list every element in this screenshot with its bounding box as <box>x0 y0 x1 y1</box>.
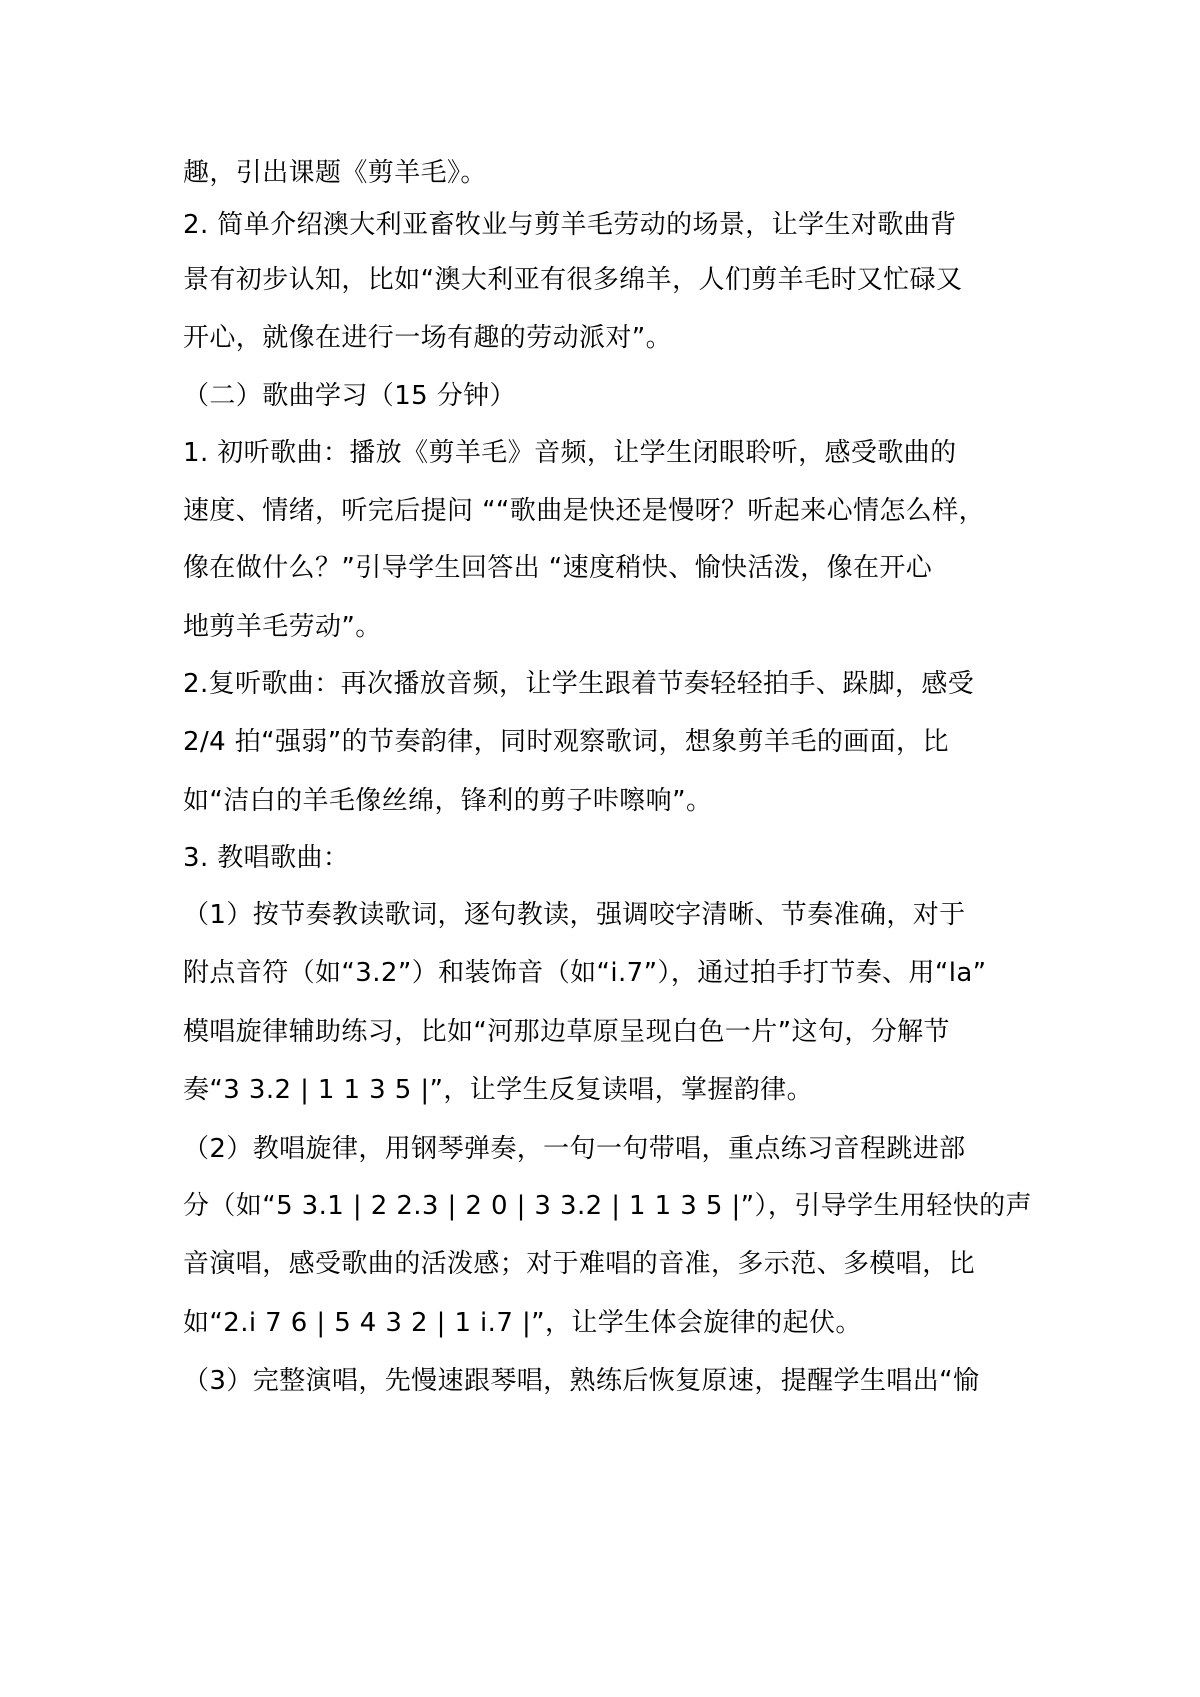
text-line: 趣，引出课题《剪羊毛》。 <box>183 158 487 188</box>
text-line: 3. 教唱歌曲： <box>183 843 350 873</box>
text-line: （1）按节奏教读歌词，逐句教读，强调咬字清晰、节奏准确，对于 <box>183 900 966 930</box>
text-line: 模唱旋律辅助练习，比如“河那边草原呈现白色一片”这句，分解节 <box>183 1017 950 1047</box>
text-line: 速度、情绪，听完后提问 ““歌曲是快还是慢呀？听起来心情怎么样， <box>183 496 986 526</box>
text-line: 奏“3 3.2 | 1 1 3 5 |”，让学生反复读唱，掌握韵律。 <box>183 1075 813 1105</box>
text-line: 附点音符（如“3.2”）和装饰音（如“i.7”），通过拍手打节奏、用“la” <box>183 958 987 988</box>
text-line: 开心，就像在进行一场有趣的劳动派对”。 <box>183 323 673 353</box>
text-line: （3）完整演唱，先慢速跟琴唱，熟练后恢复原速，提醒学生唱出“愉 <box>183 1366 980 1396</box>
text-line: 如“洁白的羊毛像丝绵，锋利的剪子咔嚓响”。 <box>183 786 713 816</box>
text-line: 地剪羊毛劳动”。 <box>183 612 382 642</box>
section-heading: （二）歌曲学习（15 分钟） <box>183 381 516 411</box>
text-line: 2.复听歌曲：再次播放音频，让学生跟着节奏轻轻拍手、跺脚，感受 <box>183 669 975 699</box>
text-line: 2/4 拍“强弱”的节奏韵律，同时观察歌词，想象剪羊毛的画面，比 <box>183 727 949 757</box>
text-line: 如“2.i 7 6 | 5 4 3 2 | 1 i.7 |”，让学生体会旋律的起伏。 <box>183 1308 862 1338</box>
text-line: 分（如“5 3.1 | 2 2.3 | 2 0 | 3 3.2 | 1 1 3 5 |”），引导学生用轻快的声 <box>183 1191 1032 1221</box>
text-line: （2）教唱旋律，用钢琴弹奏，一句一句带唱，重点练习音程跳进部 <box>183 1134 966 1164</box>
text-line: 景有初步认知，比如“澳大利亚有很多绵羊，人们剪羊毛时又忙碌又 <box>183 265 963 295</box>
text-line: 音演唱，感受歌曲的活泼感；对于难唱的音准，多示范、多模唱，比 <box>183 1249 976 1279</box>
text-line: 2. 简单介绍澳大利亚畜牧业与剪羊毛劳动的场景，让学生对歌曲背 <box>183 210 957 240</box>
text-line: 1. 初听歌曲：播放《剪羊毛》音频，让学生闭眼聆听，感受歌曲的 <box>183 438 957 468</box>
text-line: 像在做什么？”引导学生回答出 “速度稍快、愉快活泼，像在开心 <box>183 553 933 583</box>
